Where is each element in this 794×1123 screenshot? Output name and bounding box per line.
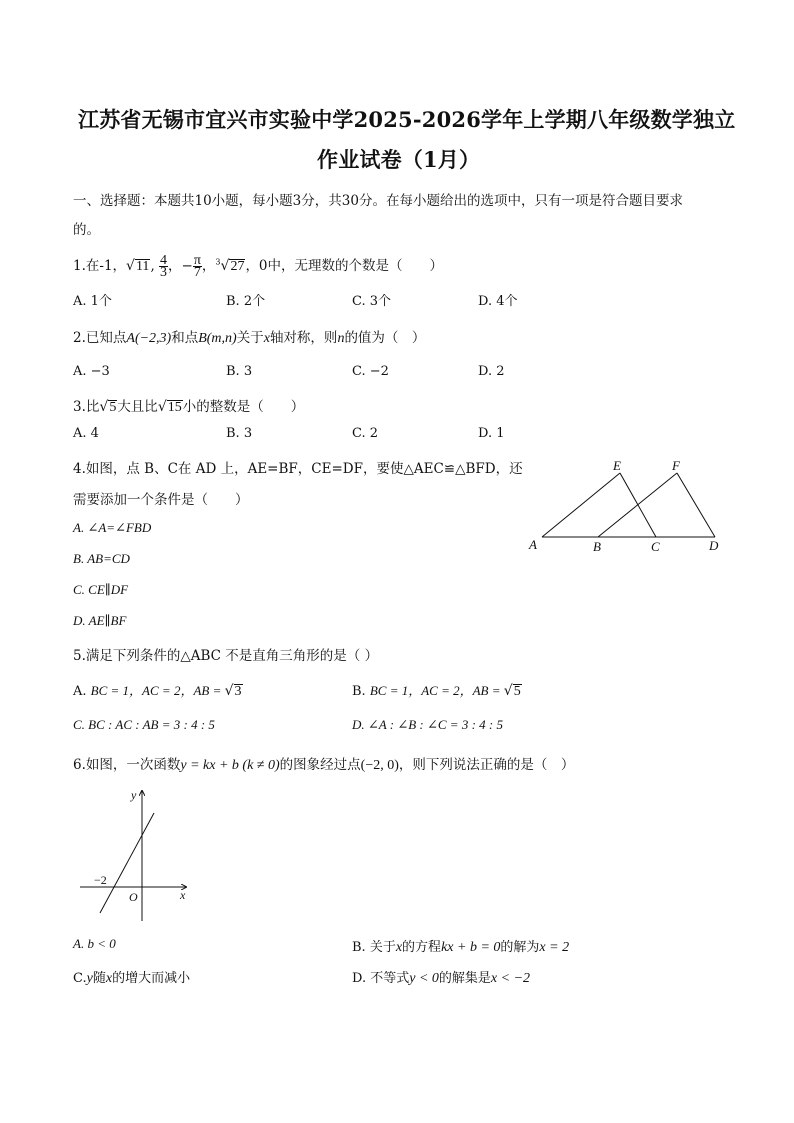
segment-fd bbox=[677, 473, 715, 537]
q2-point-a: A(−2,3) bbox=[126, 331, 172, 346]
q1-cbrt-index: 3 bbox=[215, 257, 221, 267]
label-b: B bbox=[593, 539, 601, 554]
q1-option-c[interactable]: C. 3个 bbox=[352, 294, 392, 309]
q1-suffix: ，0中，无理数的个数是（ ） bbox=[245, 258, 444, 274]
q1-cbrt27: 27 bbox=[230, 259, 245, 274]
q6-function-graph bbox=[76, 785, 206, 925]
q1-option-d[interactable]: D. 4个 bbox=[478, 294, 518, 309]
q2-option-d[interactable]: D. 2 bbox=[478, 364, 505, 379]
page-title: 江苏省无锡市宜兴市实验中学2025-2026学年上学期八年级数学独立 bbox=[78, 107, 736, 132]
q1-option-b[interactable]: B. 2个 bbox=[226, 294, 266, 309]
q4-option-c[interactable]: C. CE∥DF bbox=[73, 582, 129, 597]
q5-option-a[interactable]: A. BC = 1，AC = 2，AB = √3 bbox=[73, 683, 242, 699]
q6-point: (−2, 0) bbox=[360, 758, 399, 773]
q2-point-b: B(m,n) bbox=[198, 331, 237, 346]
q2-option-b[interactable]: B. 3 bbox=[226, 364, 253, 379]
question-3-stem: 3.比√5大且比√15小的整数是（ ） bbox=[73, 399, 305, 415]
segment-bf bbox=[598, 473, 677, 537]
q5-option-d[interactable]: D. ∠A : ∠B : ∠C = 3 : 4 : 5 bbox=[352, 717, 503, 732]
q1-fraction: $\frac{4}{3}$ bbox=[160, 253, 168, 280]
q1-neg-pi: $\frac{\pi}{7}$ bbox=[193, 253, 201, 280]
q4-option-b[interactable]: B. AB=CD bbox=[73, 551, 130, 566]
label-c: C bbox=[651, 539, 660, 554]
question-6-stem: 6.如图，一次函数y = kx + b (k ≠ 0)的图象经过点(−2, 0)，则下列说法正确的是（ ） bbox=[73, 757, 575, 773]
question-5-stem: 5.满足下列条件的△ABC 不是直角三角形的是（ ） bbox=[73, 648, 379, 664]
q6-option-d[interactable]: D. 不等式y < 0的解集是x < −2 bbox=[352, 971, 531, 986]
page-title-line2: 作业试卷（1月） bbox=[317, 147, 481, 172]
q3-sqrt5: 5 bbox=[109, 400, 117, 415]
question-4-stem: 4.如图，点 B、C在 AD 上，AE=BF，CE=DF，要使△AEC≌△BFD，还 bbox=[73, 461, 523, 477]
q5-option-c[interactable]: C. BC : AC : AB = 3 : 4 : 5 bbox=[73, 717, 215, 732]
q4-triangle-figure bbox=[520, 455, 760, 560]
q6-function: y = kx + b (k ≠ 0) bbox=[180, 758, 280, 773]
label-d: D bbox=[709, 538, 719, 553]
function-line bbox=[100, 813, 154, 913]
q3-sqrt15: 15 bbox=[167, 400, 182, 415]
origin-label: O bbox=[129, 890, 138, 904]
q4-option-a[interactable]: A. ∠A=∠FBD bbox=[73, 520, 152, 535]
question-1-stem: 1.在-1，√11, $\frac{4}{3}$ ，− $\frac{\pi}{7}$ ，$^3$√27，0中，无理数的个数是（ ） bbox=[73, 253, 444, 280]
q3-option-d[interactable]: D. 1 bbox=[478, 426, 505, 441]
q4-option-d[interactable]: D. AE∥BF bbox=[73, 613, 127, 628]
q6-option-c[interactable]: C.y随x的增大而减小 bbox=[73, 971, 191, 986]
q6-option-b[interactable]: B. 关于x的方程kx + b = 0的解为x = 2 bbox=[352, 940, 570, 955]
q1-sqrt11: 11 bbox=[135, 259, 150, 274]
q5-option-b[interactable]: B. BC = 1，AC = 2，AB = √5 bbox=[352, 683, 521, 699]
q1-option-a[interactable]: A. 1个 bbox=[73, 294, 112, 309]
q1-prefix: 1.在-1， bbox=[73, 258, 127, 274]
question-2-stem: 2.已知点A(−2,3)和点B(m,n)关于x轴对称，则n的值为（ ） bbox=[73, 330, 426, 346]
x-axis-label: x bbox=[180, 888, 186, 902]
section-intro-line2: 的。 bbox=[73, 222, 100, 238]
section-intro: 一、选择题：本题共10小题，每小题3分，共30分。在每小题给出的选项中，只有一项是符合题目要求 bbox=[73, 193, 683, 209]
q2-option-a[interactable]: A. −3 bbox=[73, 364, 110, 379]
tick-label-neg2: −2 bbox=[94, 873, 107, 887]
segment-ae bbox=[542, 473, 620, 537]
y-axis-label: y bbox=[131, 788, 137, 802]
q3-option-c[interactable]: C. 2 bbox=[352, 426, 379, 441]
label-a: A bbox=[529, 537, 537, 552]
question-4-stem-line2: 需要添加一个条件是（ ） bbox=[73, 492, 249, 508]
label-f: F bbox=[672, 458, 680, 473]
q2-option-c[interactable]: C. −2 bbox=[352, 364, 389, 379]
q6-option-a[interactable]: A. b < 0 bbox=[73, 936, 116, 951]
label-e: E bbox=[613, 458, 621, 473]
q3-option-b[interactable]: B. 3 bbox=[226, 426, 253, 441]
q3-option-a[interactable]: A. 4 bbox=[73, 426, 99, 441]
